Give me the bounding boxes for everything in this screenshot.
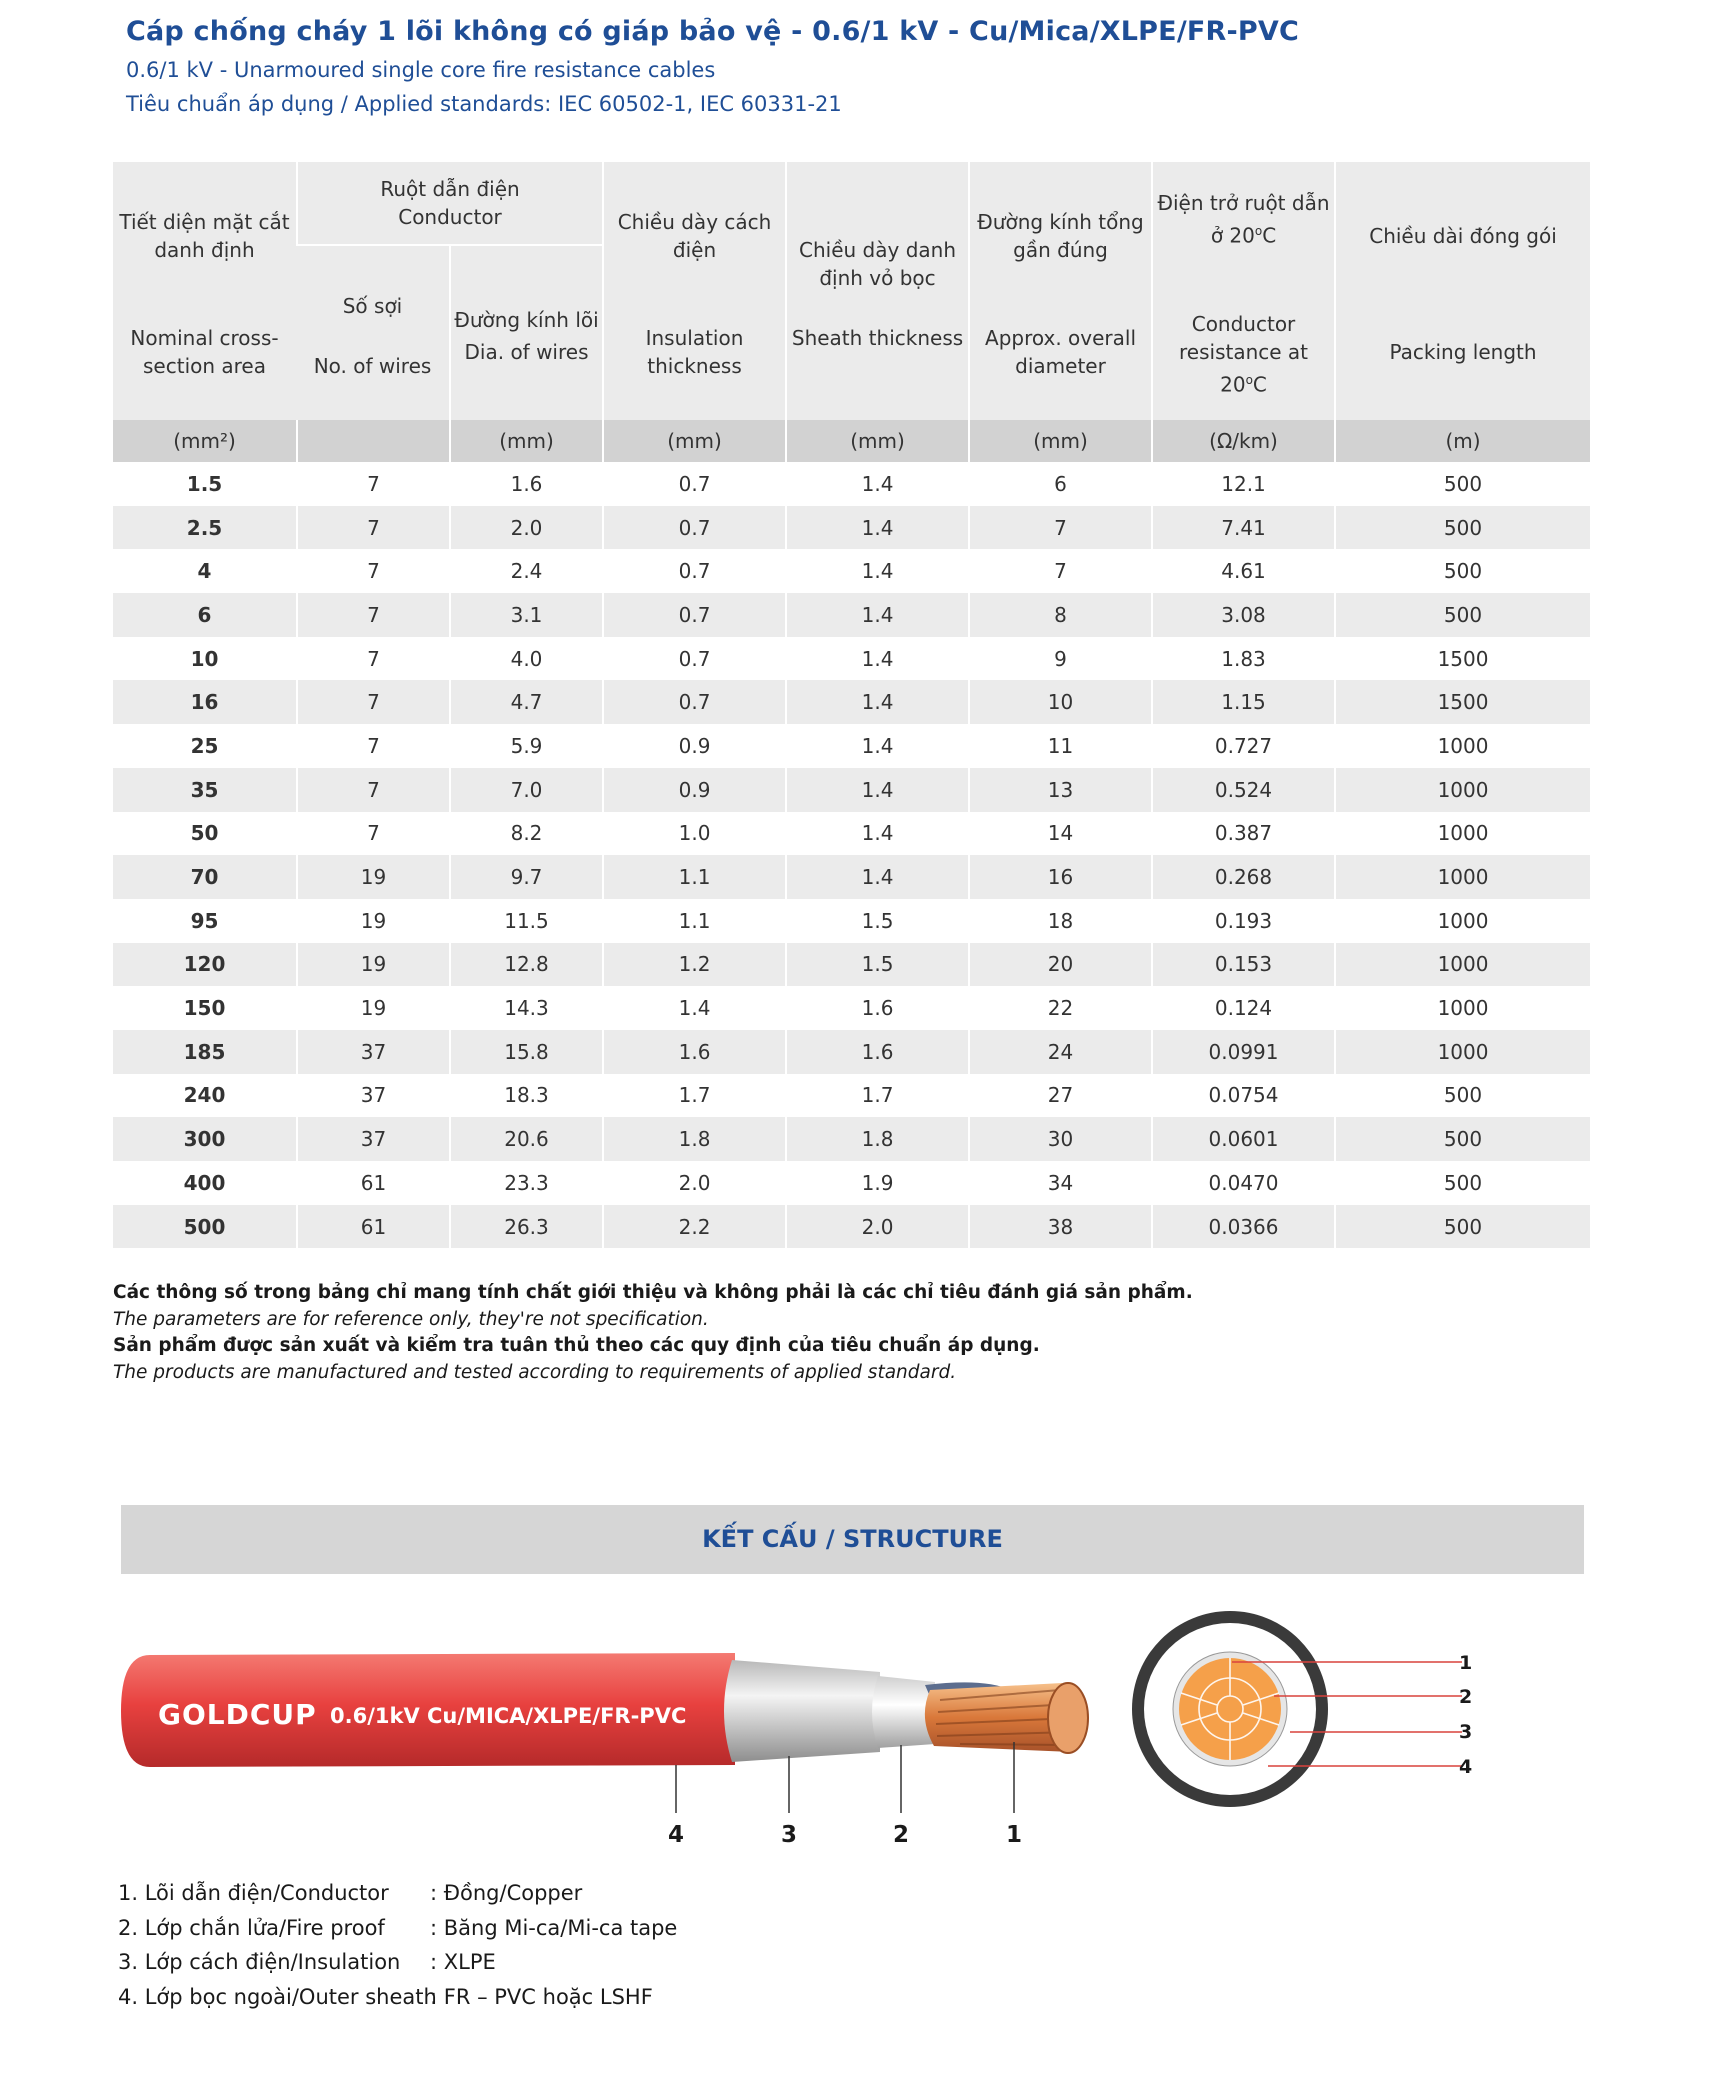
cable-brand-text: GOLDCUP xyxy=(158,1698,317,1731)
cell-resistance: 0.268 xyxy=(1151,855,1334,899)
cell-dia-of-wires: 8.2 xyxy=(449,812,602,856)
cell-packing-length: 500 xyxy=(1334,462,1590,506)
cell-sheath: 1.4 xyxy=(785,680,968,724)
legend-label: 3. Lớp cách điện/Insulation xyxy=(118,1950,401,1974)
cell-overall-diameter: 27 xyxy=(968,1074,1151,1118)
cell-overall-diameter: 24 xyxy=(968,1030,1151,1074)
cell-resistance: 1.83 xyxy=(1151,637,1334,681)
cell-cross-section: 400 xyxy=(113,1161,296,1205)
cell-insulation: 1.2 xyxy=(602,943,785,987)
cell-no-of-wires: 7 xyxy=(296,506,449,550)
cross-callout-4: 4 xyxy=(1459,1756,1473,1778)
col-header-dia-en: Dia. of wires xyxy=(464,340,589,364)
cell-insulation: 1.1 xyxy=(602,855,785,899)
cell-cross-section: 185 xyxy=(113,1030,296,1074)
col-header-nominal-vi: Tiết diện mặt cắt danh định xyxy=(119,210,290,262)
cell-resistance: 0.153 xyxy=(1151,943,1334,987)
cell-packing-length: 500 xyxy=(1334,549,1590,593)
cell-dia-of-wires: 23.3 xyxy=(449,1161,602,1205)
cell-sheath: 1.4 xyxy=(785,812,968,856)
cell-no-of-wires: 37 xyxy=(296,1117,449,1161)
cell-cross-section: 500 xyxy=(113,1205,296,1249)
side-callout-1: 1 xyxy=(1005,1822,1023,1848)
cell-resistance: 7.41 xyxy=(1151,506,1334,550)
unit-cell: (mm) xyxy=(785,420,968,462)
cell-cross-section: 150 xyxy=(113,986,296,1030)
conductor-end xyxy=(1048,1683,1088,1753)
cell-resistance: 0.193 xyxy=(1151,899,1334,943)
side-callout-numbers xyxy=(668,1822,1022,1848)
cell-dia-of-wires: 9.7 xyxy=(449,855,602,899)
cell-no-of-wires: 19 xyxy=(296,899,449,943)
structure-legend xyxy=(118,1876,677,2014)
legend-item xyxy=(118,1980,677,2015)
cell-dia-of-wires: 7.0 xyxy=(449,768,602,812)
unit-cell: (Ω/km) xyxy=(1151,420,1334,462)
cell-overall-diameter: 8 xyxy=(968,593,1151,637)
cell-cross-section: 16 xyxy=(113,680,296,724)
cell-sheath: 1.9 xyxy=(785,1161,968,1205)
cell-resistance: 3.08 xyxy=(1151,593,1334,637)
legend-label: 4. Lớp bọc ngoài/Outer sheath xyxy=(118,1984,437,2009)
cell-sheath: 2.0 xyxy=(785,1205,968,1249)
cell-cross-section: 10 xyxy=(113,637,296,681)
legend-value: : Đồng/Copper xyxy=(430,1881,583,1905)
cell-no-of-wires: 19 xyxy=(296,943,449,987)
side-callout-4: 4 xyxy=(667,1822,685,1848)
cell-overall-diameter: 13 xyxy=(968,768,1151,812)
cell-packing-length: 1500 xyxy=(1334,637,1590,681)
legend-value: : XLPE xyxy=(430,1950,496,1974)
col-header-resistance-vi: Điện trở ruột dẫn ở 20$^o$C xyxy=(1157,191,1330,248)
cell-cross-section: 1.5 xyxy=(113,462,296,506)
cell-cross-section: 300 xyxy=(113,1117,296,1161)
cell-resistance: 1.15 xyxy=(1151,680,1334,724)
cell-insulation: 0.7 xyxy=(602,680,785,724)
legend-value: : Băng Mi-ca/Mi-ca tape xyxy=(430,1915,678,1940)
cell-cross-section: 120 xyxy=(113,943,296,987)
cell-insulation: 0.7 xyxy=(602,462,785,506)
note-standard-vi: Sản phẩm được sản xuất và kiểm tra tuân thủ theo các quy định của tiêu chuẩn áp dụng. xyxy=(113,1335,1040,1356)
cell-overall-diameter: 7 xyxy=(968,506,1151,550)
cell-resistance: 0.387 xyxy=(1151,812,1334,856)
cell-sheath: 1.7 xyxy=(785,1074,968,1118)
insulation-layer xyxy=(724,1660,880,1762)
cell-no-of-wires: 7 xyxy=(296,637,449,681)
cell-cross-section: 35 xyxy=(113,768,296,812)
cell-packing-length: 1000 xyxy=(1334,812,1590,856)
cell-sheath: 1.6 xyxy=(785,1030,968,1074)
unit-cell: (mm) xyxy=(602,420,785,462)
cell-packing-length: 1000 xyxy=(1334,986,1590,1030)
cell-cross-section: 70 xyxy=(113,855,296,899)
cell-no-of-wires: 7 xyxy=(296,593,449,637)
cell-overall-diameter: 34 xyxy=(968,1161,1151,1205)
legend-item xyxy=(118,1911,677,1946)
legend-item xyxy=(118,1945,677,1980)
cell-resistance: 0.0991 xyxy=(1151,1030,1334,1074)
legend-value: : FR – PVC hoặc LSHF xyxy=(430,1984,653,2009)
cell-overall-diameter: 6 xyxy=(968,462,1151,506)
cell-insulation: 0.9 xyxy=(602,724,785,768)
legend-item xyxy=(118,1876,677,1911)
cross-callout-3: 3 xyxy=(1459,1721,1473,1743)
cable-marking-text: 0.6/1kV Cu/MICA/XLPE/FR-PVC xyxy=(330,1704,687,1728)
col-header-packing-vi: Chiều dài đóng gói xyxy=(1369,224,1557,248)
cell-dia-of-wires: 11.5 xyxy=(449,899,602,943)
legend-label: 1. Lõi dẫn điện/Conductor xyxy=(118,1881,389,1905)
cell-dia-of-wires: 5.9 xyxy=(449,724,602,768)
cell-dia-of-wires: 20.6 xyxy=(449,1117,602,1161)
cell-sheath: 1.4 xyxy=(785,768,968,812)
cell-dia-of-wires: 4.0 xyxy=(449,637,602,681)
cell-no-of-wires: 19 xyxy=(296,986,449,1030)
col-header-conductor-vi: Ruột dẫn điện xyxy=(380,177,520,201)
cell-sheath: 1.8 xyxy=(785,1117,968,1161)
page-title: Cáp chống cháy 1 lõi không có giáp bảo vệ - 0.6/1 kV - Cu/Mica/XLPE/FR-PVC xyxy=(126,16,1300,47)
cell-no-of-wires: 61 xyxy=(296,1161,449,1205)
cell-dia-of-wires: 18.3 xyxy=(449,1074,602,1118)
unit-cell: (mm) xyxy=(968,420,1151,462)
cell-insulation: 0.7 xyxy=(602,593,785,637)
cell-insulation: 1.8 xyxy=(602,1117,785,1161)
cell-overall-diameter: 7 xyxy=(968,549,1151,593)
cell-overall-diameter: 11 xyxy=(968,724,1151,768)
cell-overall-diameter: 20 xyxy=(968,943,1151,987)
cell-packing-length: 1000 xyxy=(1334,724,1590,768)
cell-packing-length: 500 xyxy=(1334,506,1590,550)
col-header-wires-en: No. of wires xyxy=(313,354,432,378)
cell-dia-of-wires: 4.7 xyxy=(449,680,602,724)
cell-sheath: 1.4 xyxy=(785,637,968,681)
cell-no-of-wires: 7 xyxy=(296,462,449,506)
cell-resistance: 0.0601 xyxy=(1151,1117,1334,1161)
col-header-sheath-vi: Chiều dày danh định vỏ bọc xyxy=(799,238,956,290)
cell-resistance: 12.1 xyxy=(1151,462,1334,506)
side-callout-2: 2 xyxy=(892,1822,910,1848)
cell-resistance: 0.727 xyxy=(1151,724,1334,768)
cell-dia-of-wires: 14.3 xyxy=(449,986,602,1030)
cell-resistance: 0.124 xyxy=(1151,986,1334,1030)
cell-no-of-wires: 19 xyxy=(296,855,449,899)
cell-overall-diameter: 22 xyxy=(968,986,1151,1030)
unit-cell: (m) xyxy=(1334,420,1590,462)
cell-sheath: 1.4 xyxy=(785,855,968,899)
col-header-sheath-en: Sheath thickness xyxy=(791,326,964,350)
cell-insulation: 1.1 xyxy=(602,899,785,943)
cell-insulation: 2.2 xyxy=(602,1205,785,1249)
cell-packing-length: 500 xyxy=(1334,1117,1590,1161)
cell-overall-diameter: 9 xyxy=(968,637,1151,681)
cell-no-of-wires: 37 xyxy=(296,1030,449,1074)
cell-insulation: 1.4 xyxy=(602,986,785,1030)
cell-resistance: 0.524 xyxy=(1151,768,1334,812)
cell-no-of-wires: 7 xyxy=(296,549,449,593)
cross-callout-2: 2 xyxy=(1459,1686,1473,1708)
cable-side-view xyxy=(121,1653,1088,1767)
cell-cross-section: 240 xyxy=(113,1074,296,1118)
cell-no-of-wires: 37 xyxy=(296,1074,449,1118)
col-header-dia-vi: Đường kính lõi xyxy=(454,308,599,332)
cell-cross-section: 6 xyxy=(113,593,296,637)
cell-overall-diameter: 16 xyxy=(968,855,1151,899)
cell-dia-of-wires: 1.6 xyxy=(449,462,602,506)
cell-no-of-wires: 7 xyxy=(296,768,449,812)
cross-callout-1: 1 xyxy=(1459,1652,1473,1674)
cell-overall-diameter: 10 xyxy=(968,680,1151,724)
cell-resistance: 0.0470 xyxy=(1151,1161,1334,1205)
cell-overall-diameter: 38 xyxy=(968,1205,1151,1249)
cell-cross-section: 50 xyxy=(113,812,296,856)
col-header-resistance-en: Conductor resistance at 20$^o$C xyxy=(1179,312,1309,397)
cell-dia-of-wires: 15.8 xyxy=(449,1030,602,1074)
cell-cross-section: 4 xyxy=(113,549,296,593)
cell-insulation: 0.7 xyxy=(602,549,785,593)
col-header-wires-vi: Số sợi xyxy=(342,294,403,318)
legend-label: 2. Lớp chắn lửa/Fire proof xyxy=(118,1915,385,1940)
col-header-nominal-en: Nominal cross-section area xyxy=(130,326,279,378)
col-header-overall-en: Approx. overall diameter xyxy=(985,326,1137,378)
cell-resistance: 0.0754 xyxy=(1151,1074,1334,1118)
cell-no-of-wires: 61 xyxy=(296,1205,449,1249)
cell-cross-section: 95 xyxy=(113,899,296,943)
cell-overall-diameter: 30 xyxy=(968,1117,1151,1161)
cell-packing-length: 1000 xyxy=(1334,1030,1590,1074)
unit-cell: (mm²) xyxy=(113,420,296,462)
cell-packing-length: 1000 xyxy=(1334,943,1590,987)
cell-dia-of-wires: 26.3 xyxy=(449,1205,602,1249)
col-header-insulation-en: Insulation thickness xyxy=(645,326,744,378)
cell-dia-of-wires: 2.0 xyxy=(449,506,602,550)
cell-packing-length: 1000 xyxy=(1334,768,1590,812)
page-subtitle: 0.6/1 kV - Unarmoured single core fire resistance cables xyxy=(126,58,716,82)
cell-no-of-wires: 7 xyxy=(296,724,449,768)
unit-cell: (mm) xyxy=(449,420,602,462)
cell-sheath: 1.4 xyxy=(785,506,968,550)
cell-dia-of-wires: 2.4 xyxy=(449,549,602,593)
cell-packing-length: 1000 xyxy=(1334,855,1590,899)
cell-sheath: 1.6 xyxy=(785,986,968,1030)
cell-cross-section: 25 xyxy=(113,724,296,768)
cell-sheath: 1.4 xyxy=(785,593,968,637)
note-disclaimer-vi: Các thông số trong bảng chỉ mang tính chất giới thiệu và không phải là các chỉ tiêu đánh giá sản phẩm. xyxy=(113,1282,1193,1303)
cell-packing-length: 500 xyxy=(1334,1074,1590,1118)
cable-cross-section xyxy=(1132,1611,1328,1807)
cell-resistance: 0.0366 xyxy=(1151,1205,1334,1249)
cell-resistance: 4.61 xyxy=(1151,549,1334,593)
cell-no-of-wires: 7 xyxy=(296,680,449,724)
cell-overall-diameter: 14 xyxy=(968,812,1151,856)
cell-packing-length: 1500 xyxy=(1334,680,1590,724)
cross-section-callout-numbers xyxy=(1459,1652,1472,1778)
col-header-packing-en: Packing length xyxy=(1389,340,1537,364)
structure-title: KẾT CẤU / STRUCTURE xyxy=(121,1505,1584,1574)
cell-packing-length: 500 xyxy=(1334,1205,1590,1249)
cell-packing-length: 500 xyxy=(1334,1161,1590,1205)
cell-insulation: 1.0 xyxy=(602,812,785,856)
cell-insulation: 1.7 xyxy=(602,1074,785,1118)
cell-no-of-wires: 7 xyxy=(296,812,449,856)
cell-dia-of-wires: 12.8 xyxy=(449,943,602,987)
cell-cross-section: 2.5 xyxy=(113,506,296,550)
cell-insulation: 0.9 xyxy=(602,768,785,812)
cell-sheath: 1.5 xyxy=(785,943,968,987)
cell-packing-length: 1000 xyxy=(1334,899,1590,943)
cell-insulation: 0.7 xyxy=(602,637,785,681)
cell-packing-length: 500 xyxy=(1334,593,1590,637)
cell-sheath: 1.5 xyxy=(785,899,968,943)
cell-sheath: 1.4 xyxy=(785,462,968,506)
cell-sheath: 1.4 xyxy=(785,549,968,593)
col-header-insulation-vi: Chiều dày cách điện xyxy=(617,210,772,262)
col-header-conductor-en: Conductor xyxy=(398,205,502,229)
col-header-overall-vi: Đường kính tổng gần đúng xyxy=(977,210,1144,262)
cell-dia-of-wires: 3.1 xyxy=(449,593,602,637)
cell-sheath: 1.4 xyxy=(785,724,968,768)
note-disclaimer-en: The parameters are for reference only, they're not specification. xyxy=(113,1308,709,1330)
cell-overall-diameter: 18 xyxy=(968,899,1151,943)
cell-insulation: 1.6 xyxy=(602,1030,785,1074)
cell-insulation: 2.0 xyxy=(602,1161,785,1205)
side-callout-3: 3 xyxy=(780,1822,798,1848)
applied-standard: Tiêu chuẩn áp dụng / Applied standards: IEC 60502-1, IEC 60331-21 xyxy=(126,92,842,116)
note-standard-en: The products are manufactured and tested according to requirements of applied standard. xyxy=(113,1361,957,1383)
cell-insulation: 0.7 xyxy=(602,506,785,550)
